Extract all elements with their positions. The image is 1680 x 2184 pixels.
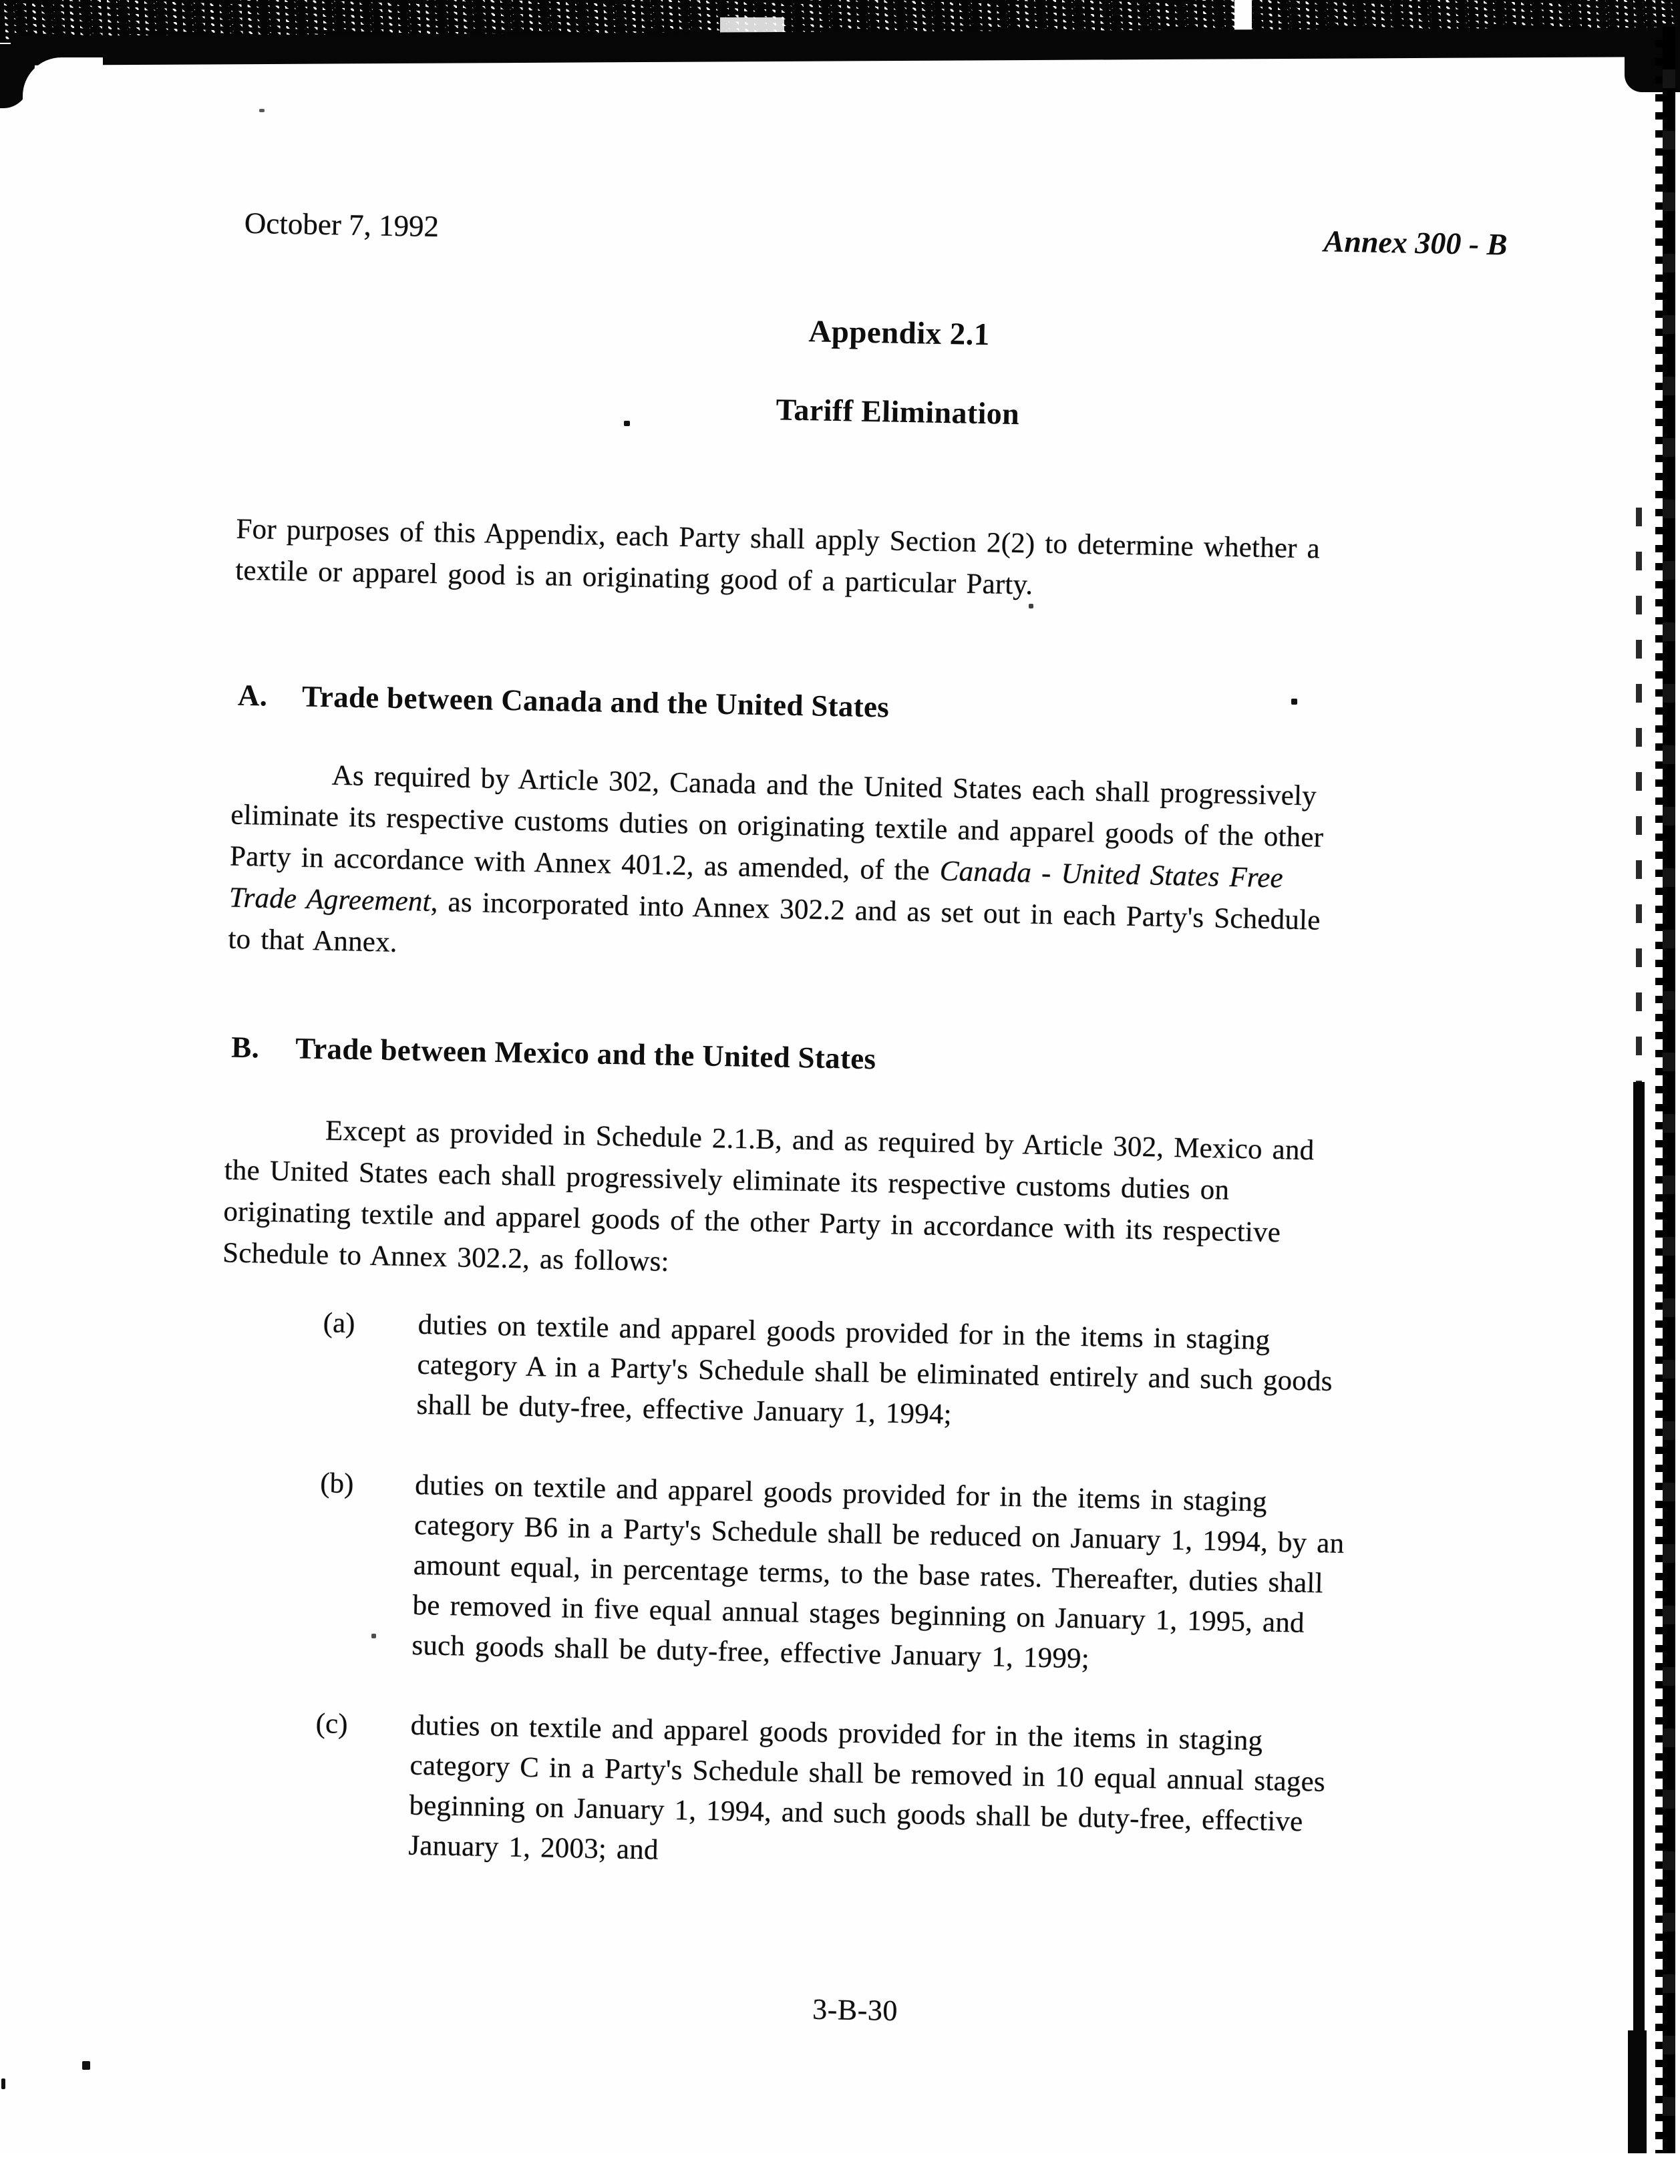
appendix-subtitle: Tariff Elimination <box>776 392 1020 431</box>
text-line: such goods shall be duty-free, effective January 1, 1999; <box>411 1629 1090 1675</box>
text-line: amount equal, in percentage terms, to the base rates. Thereafter, duties shall <box>413 1549 1324 1600</box>
text-line: duties on textile and apparel goods provided for in the items in staging <box>417 1308 1271 1356</box>
appendix-title: Appendix 2.1 <box>808 314 991 353</box>
list-item-c <box>313 1704 1327 1883</box>
section-a-label: A. <box>237 678 268 713</box>
section-b-title: Trade between Mexico and the United States <box>295 1031 876 1076</box>
text-line: January 1, 2003; and <box>408 1829 659 1866</box>
text-line: eliminate its respective customs duties on originating textile and apparel goods of the other <box>230 799 1324 854</box>
list-item-b <box>317 1463 1345 1684</box>
section-b-heading <box>231 1030 876 1077</box>
list-item-b-text <box>411 1465 1345 1684</box>
section-b-paragraph <box>222 1108 1315 1296</box>
text-line: Except as provided in Schedule 2.1.B, and as required by Article 302, Mexico and <box>325 1115 1315 1167</box>
text-line: Schedule to Annex 302.2, as follows: <box>222 1237 670 1278</box>
text-line: category C in a Party's Schedule shall be removed in 10 equal annual stages <box>409 1749 1326 1798</box>
page-number: 3-B-30 <box>812 1992 898 2028</box>
text-line: originating textile and apparel goods of the other Party in accordance with its respective <box>223 1196 1281 1249</box>
text-line: textile or apparel good is an originating good of a particular Party. <box>234 554 1033 601</box>
text-line: For purposes of this Appendix, each Party shall apply Section 2(2) to determine whether a <box>236 513 1321 565</box>
text-line: category B6 in a Party's Schedule shall be reduced on January 1, 1994, by an <box>413 1509 1345 1560</box>
list-item-a-text <box>416 1305 1333 1442</box>
intro-paragraph <box>235 509 1321 612</box>
text-run: Party in accordance with Annex 401.2, as amended, of the <box>229 840 941 887</box>
section-a-heading <box>238 678 890 725</box>
italic-citation: Canada - United States Free <box>939 855 1284 894</box>
list-item-a <box>321 1303 1333 1442</box>
text-line: As required by Article 302, Canada and the United States each shall progressively <box>331 759 1317 812</box>
text-line: to that Annex. <box>228 923 398 958</box>
text-line: be removed in five equal annual stages beginning on January 1, 1995, and <box>412 1589 1305 1639</box>
section-b-label: B. <box>230 1030 260 1065</box>
italic-citation: Trade Agreement <box>228 882 432 918</box>
text-run: , as incorporated into Annex 302.2 and as set out in each Party's Schedule <box>430 886 1321 936</box>
list-item-c-label: (c) <box>315 1708 348 1740</box>
list-item-a-label: (a) <box>323 1307 355 1340</box>
document-date: October 7, 1992 <box>244 206 440 244</box>
text-line: category A in a Party's Schedule shall be eliminated entirely and such goods <box>417 1348 1333 1397</box>
annex-label: Annex 300 - B <box>1323 224 1508 262</box>
section-a-paragraph <box>228 753 1325 983</box>
text-line: duties on textile and apparel goods provided for in the items in staging <box>410 1709 1263 1757</box>
text-line: beginning on January 1, 1994, and such goods shall be duty-free, effective <box>409 1789 1303 1838</box>
text-line: the United States each shall progressively eliminate its respective customs duties on <box>224 1154 1230 1206</box>
section-a-title: Trade between Canada and the United States <box>301 679 890 724</box>
text-line: duties on textile and apparel goods provided for in the items in staging <box>414 1469 1268 1518</box>
list-item-c-text <box>408 1706 1327 1883</box>
list-item-b-label: (b) <box>319 1467 354 1500</box>
text-line: shall be duty-free, effective January 1, 1994; <box>416 1389 953 1431</box>
